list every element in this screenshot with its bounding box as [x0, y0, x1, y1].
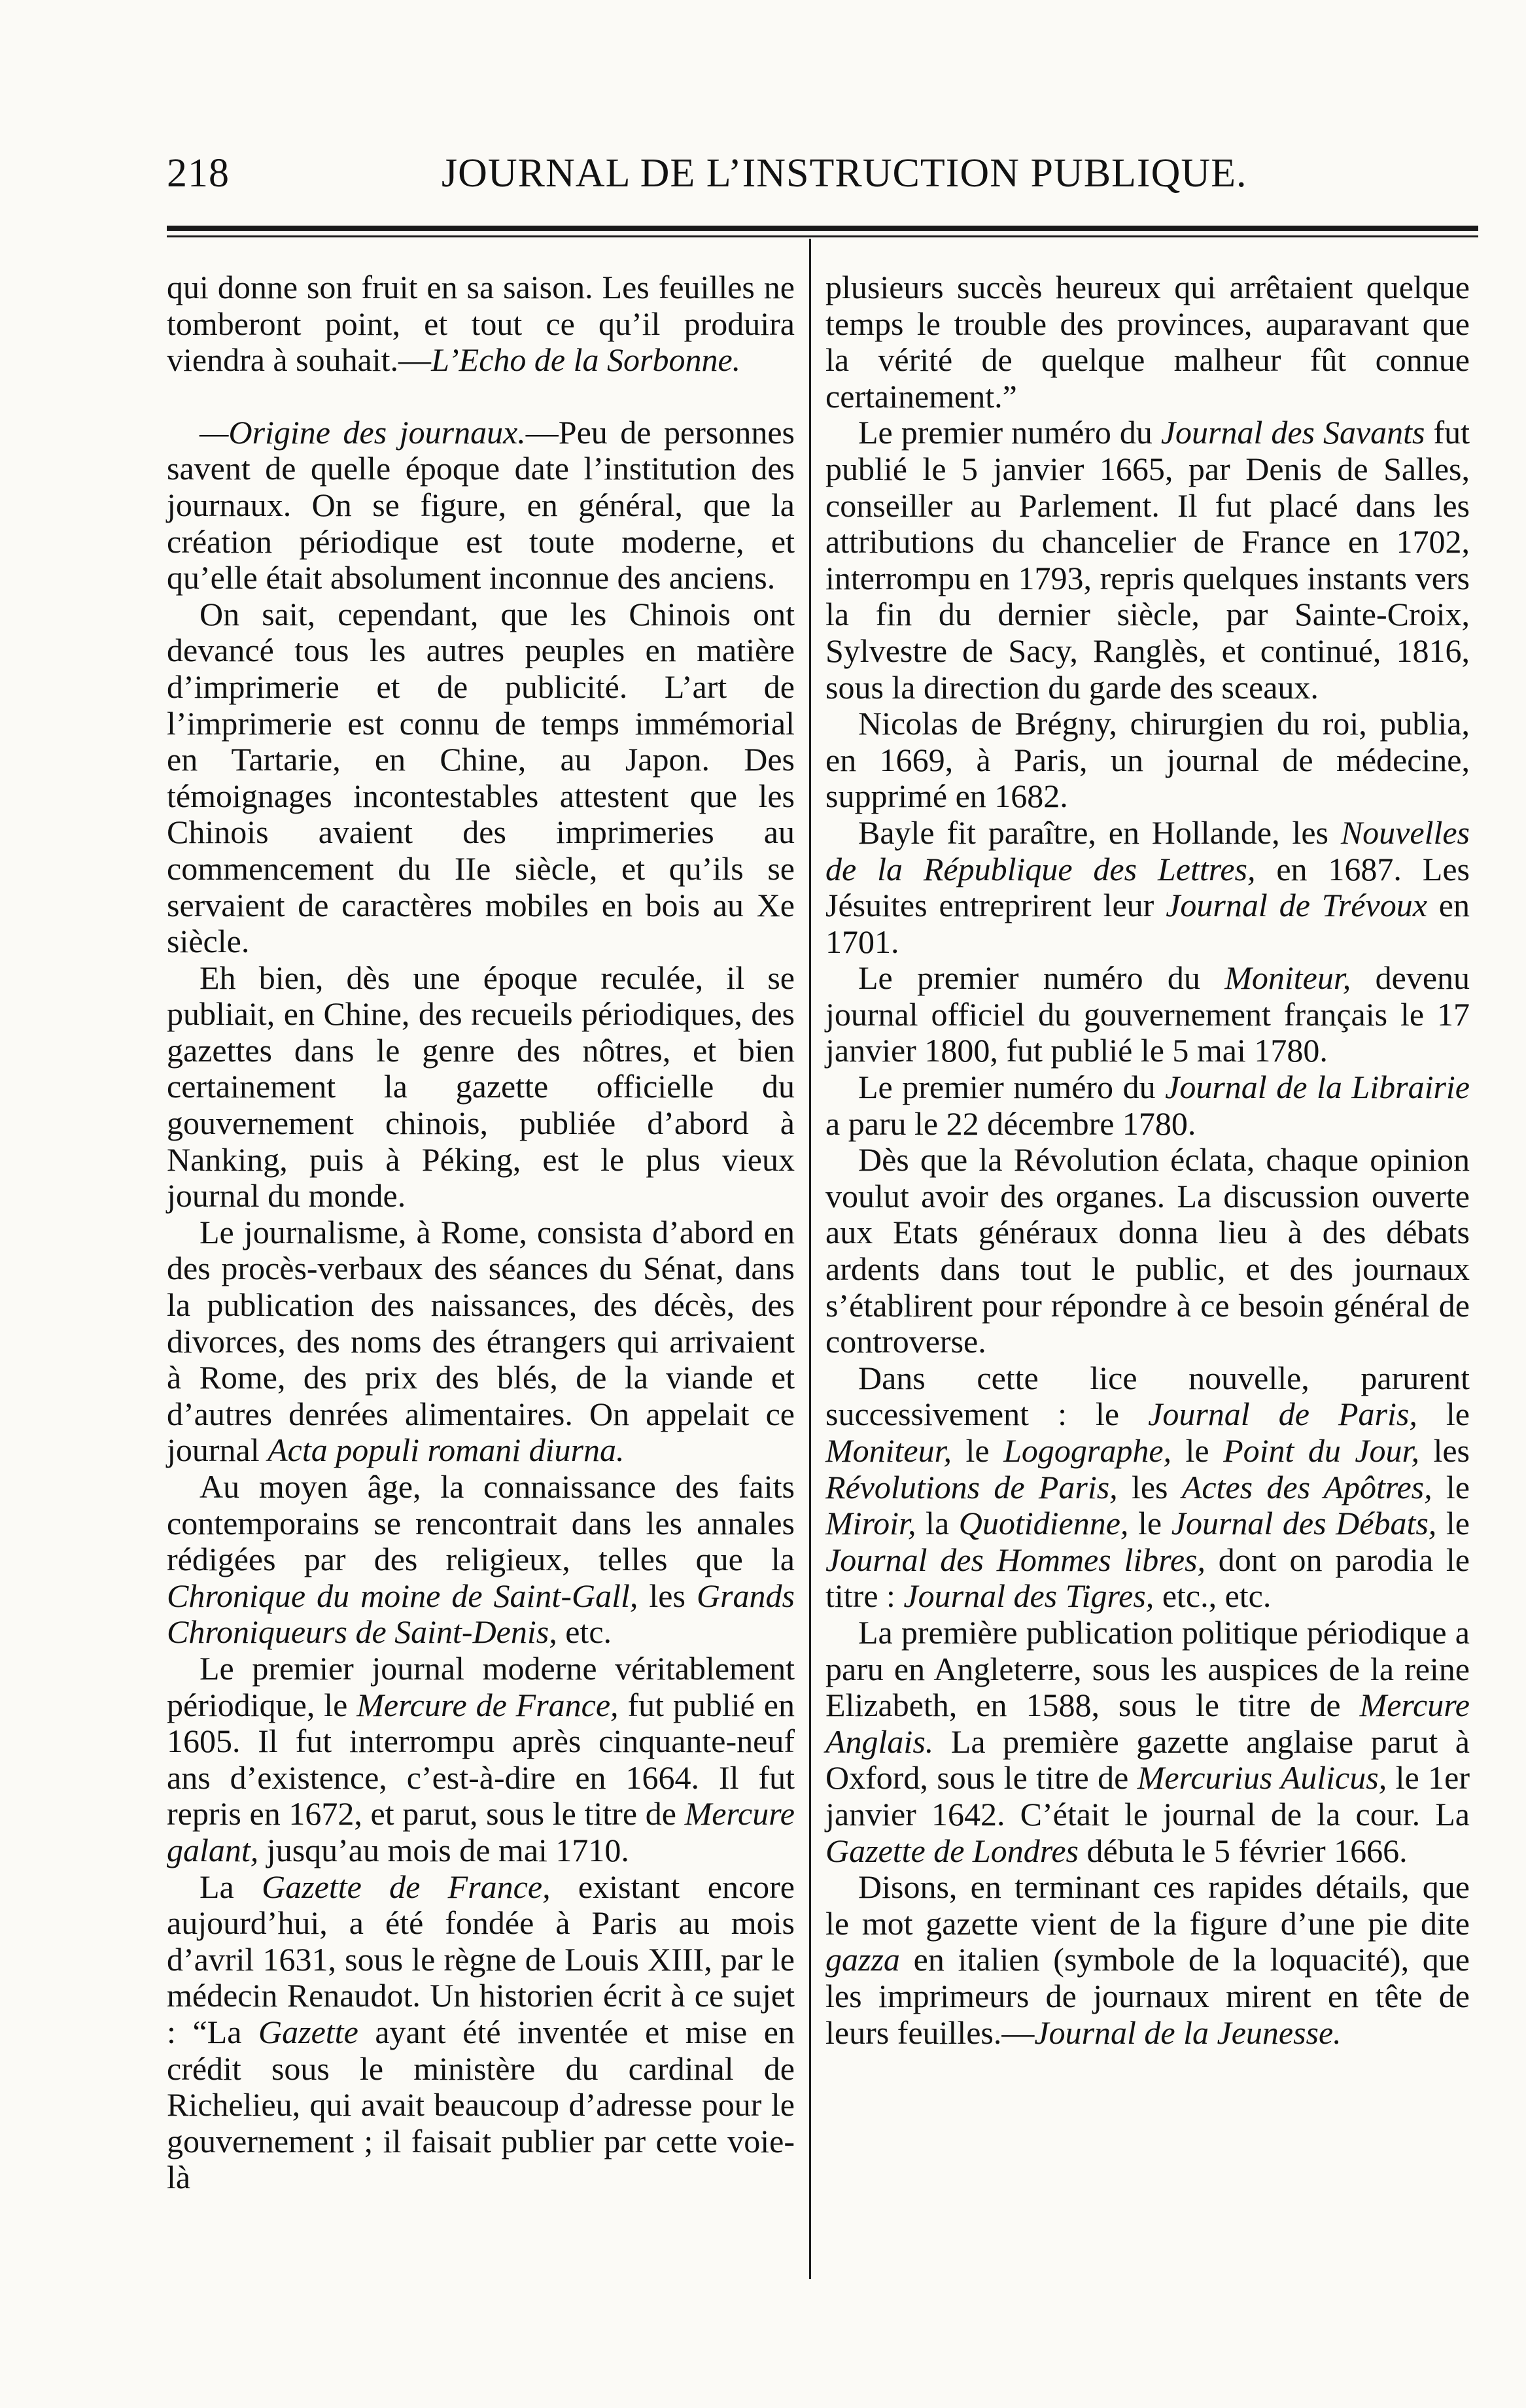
paragraph: Nicolas de Brégny, chirurgien du roi, publia, en 1669, à Paris, un journal de médecine, supprimé en 1682.: [825, 705, 1470, 815]
right-column: [825, 269, 1470, 2051]
paragraph: Le premier journal moderne véritablement périodique, le Mercure de France, fut publié en 1605. Il fut interrompu après cinquante-neuf ans d’existence, c’est-à-dire en 1664. Il fut repris en 1672, et parut, sous le titre de Mercure galant, jusqu’au mois de mai 1710.: [167, 1649, 795, 1868]
paragraph: qui donne son fruit en sa saison. Les feuilles ne tomberont point, et tout ce qu’il produira viendra à souhait.—L’Echo de la Sorbonne.: [167, 269, 795, 379]
source-attribution: L’Echo de la Sorbonne.: [431, 341, 741, 379]
paragraph: Le premier numéro du Moniteur, devenu journal officiel du gouvernement français le 17 janvier 1800, fut publié le 5 mai 1780.: [825, 959, 1470, 1069]
paragraph: Le premier numéro du Journal de la Librairie a paru le 22 décembre 1780.: [825, 1069, 1470, 1142]
paragraph: Bayle fit paraître, en Hollande, les Nouvelles de la République des Lettres, en 1687. Les Jésuites entreprirent leur Journal de Trévoux en 1701.: [825, 814, 1470, 960]
paragraph: Le premier numéro du Journal des Savants fut publié le 5 janvier 1665, par Denis de Salles, conseiller au Parlement. Il fut placé dans les attributions du chancelier de France en 1702, interrompu en 1793, repris quelques instants vers la fin du dernier siècle, par Sainte-Croix, Sylvestre de Sacy, Ranglès, et continué, 1816, sous la direction du garde des sceaux.: [825, 414, 1470, 706]
running-title: JOURNAL DE L’INSTRUCTION PUBLIQUE.: [442, 151, 1247, 196]
left-column: [167, 269, 795, 2196]
paragraph: Disons, en terminant ces rapides détails, que le mot gazette vient de la figure d’une pie dite gazza en italien (symbole de la loquacité), que les imprimeurs de journaux mirent en tête de leurs feuilles.—Journal de la Jeunesse.: [825, 1868, 1470, 2051]
header-rule-thick: [167, 226, 1478, 231]
source-attribution: Journal de la Jeunesse.: [1034, 2014, 1342, 2051]
paragraph: Dès que la Révolution éclata, chaque opinion voulut avoir des organes. La discussion ouverte aux Etats généraux donna lieu à des débats ardents dans tout le public, et des journaux s’établirent pour répondre à ce besoin général de controverse.: [825, 1141, 1470, 1360]
paragraph: Au moyen âge, la connaissance des faits contemporains se rencontrait dans les annales rédigées par des religieux, telles que la Chronique du moine de Saint-Gall, les Grands Chroniqueurs de Saint-Denis, etc.: [167, 1468, 795, 1651]
column-divider: [809, 239, 811, 2279]
page-number: 218: [167, 151, 230, 196]
paragraph: On sait, cependant, que les Chinois ont devancé tous les autres peuples en matière d’imprimerie et de publicité. L’art de l’imprimerie est connu de temps immémorial en Tartarie, en Chine, au Japon. Des témoignages incontestables attestent que les Chinois avaient des imprimeries au commencement du IIe siècle, et qu’ils se servaient de caractères mobiles en bois au Xe siècle.: [167, 595, 795, 960]
paragraph: Eh bien, dès une époque reculée, il se publiait, en Chine, des recueils périodiques, des gazettes dans le genre des nôtres, et bien certainement la gazette officielle du gouvernement chinois, publiée d’abord à Nanking, puis à Péking, est le plus vieux journal du monde.: [167, 959, 795, 1214]
paragraph: plusieurs succès heureux qui arrêtaient quelque temps le trouble des provinces, auparavant que la vérité de quelque malheur fût connue certainement.”: [825, 269, 1470, 415]
paragraph: La Gazette de France, existant encore aujourd’hui, a été fondée à Paris au mois d’avril 1631, sous le règne de Louis XIII, par le médecin Renaudot. Un historien écrit à ce sujet : “La Gazette ayant été inventée et mise en crédit sous le ministère du cardinal de Richelieu, qui avait beaucoup d’adresse pour le gouvernement ; il faisait publier par cette voie-là: [167, 1868, 795, 2196]
page-header: [167, 150, 1495, 209]
header-rule-thin: [167, 235, 1478, 237]
section-heading: —Origine des journaux.: [199, 413, 526, 451]
paragraph: La première publication politique périodique a paru en Angleterre, sous les auspices de la reine Elizabeth, en 1588, sous le titre de Mercure Anglais. La première gazette anglaise parut à Oxford, sous le titre de Mercurius Aulicus, le 1er janvier 1642. C’était le journal de la cour. La Gazette de Londres débuta le 5 février 1666.: [825, 1613, 1470, 1869]
section-origin-des-journaux: —Origine des journaux.—Peu de personnes savent de quelle époque date l’institution des journaux. On se figure, en général, que la création périodique est toute moderne, et qu’elle était absolument inconnue des anciens.: [167, 413, 795, 596]
paragraph: Le journalisme, à Rome, consista d’abord en des procès-verbaux des séances du Sénat, dans la publication des naissances, des décès, des divorces, des noms des étrangers qui arrivaient à Rome, des prix des blés, de la viande et d’autres denrées alimentaires. On appelait ce journal Acta populi romani diurna.: [167, 1213, 795, 1469]
paragraph: Dans cette lice nouvelle, parurent successivement : le Journal de Paris, le Moniteur, le Logographe, le Point du Jour, les Révolutions de Paris, les Actes des Apôtres, le Miroir, la Quotidienne, le Journal des Débats, le Journal des Hommes libres, dont on parodia le titre : Journal des Tigres, etc., etc.: [825, 1359, 1470, 1615]
